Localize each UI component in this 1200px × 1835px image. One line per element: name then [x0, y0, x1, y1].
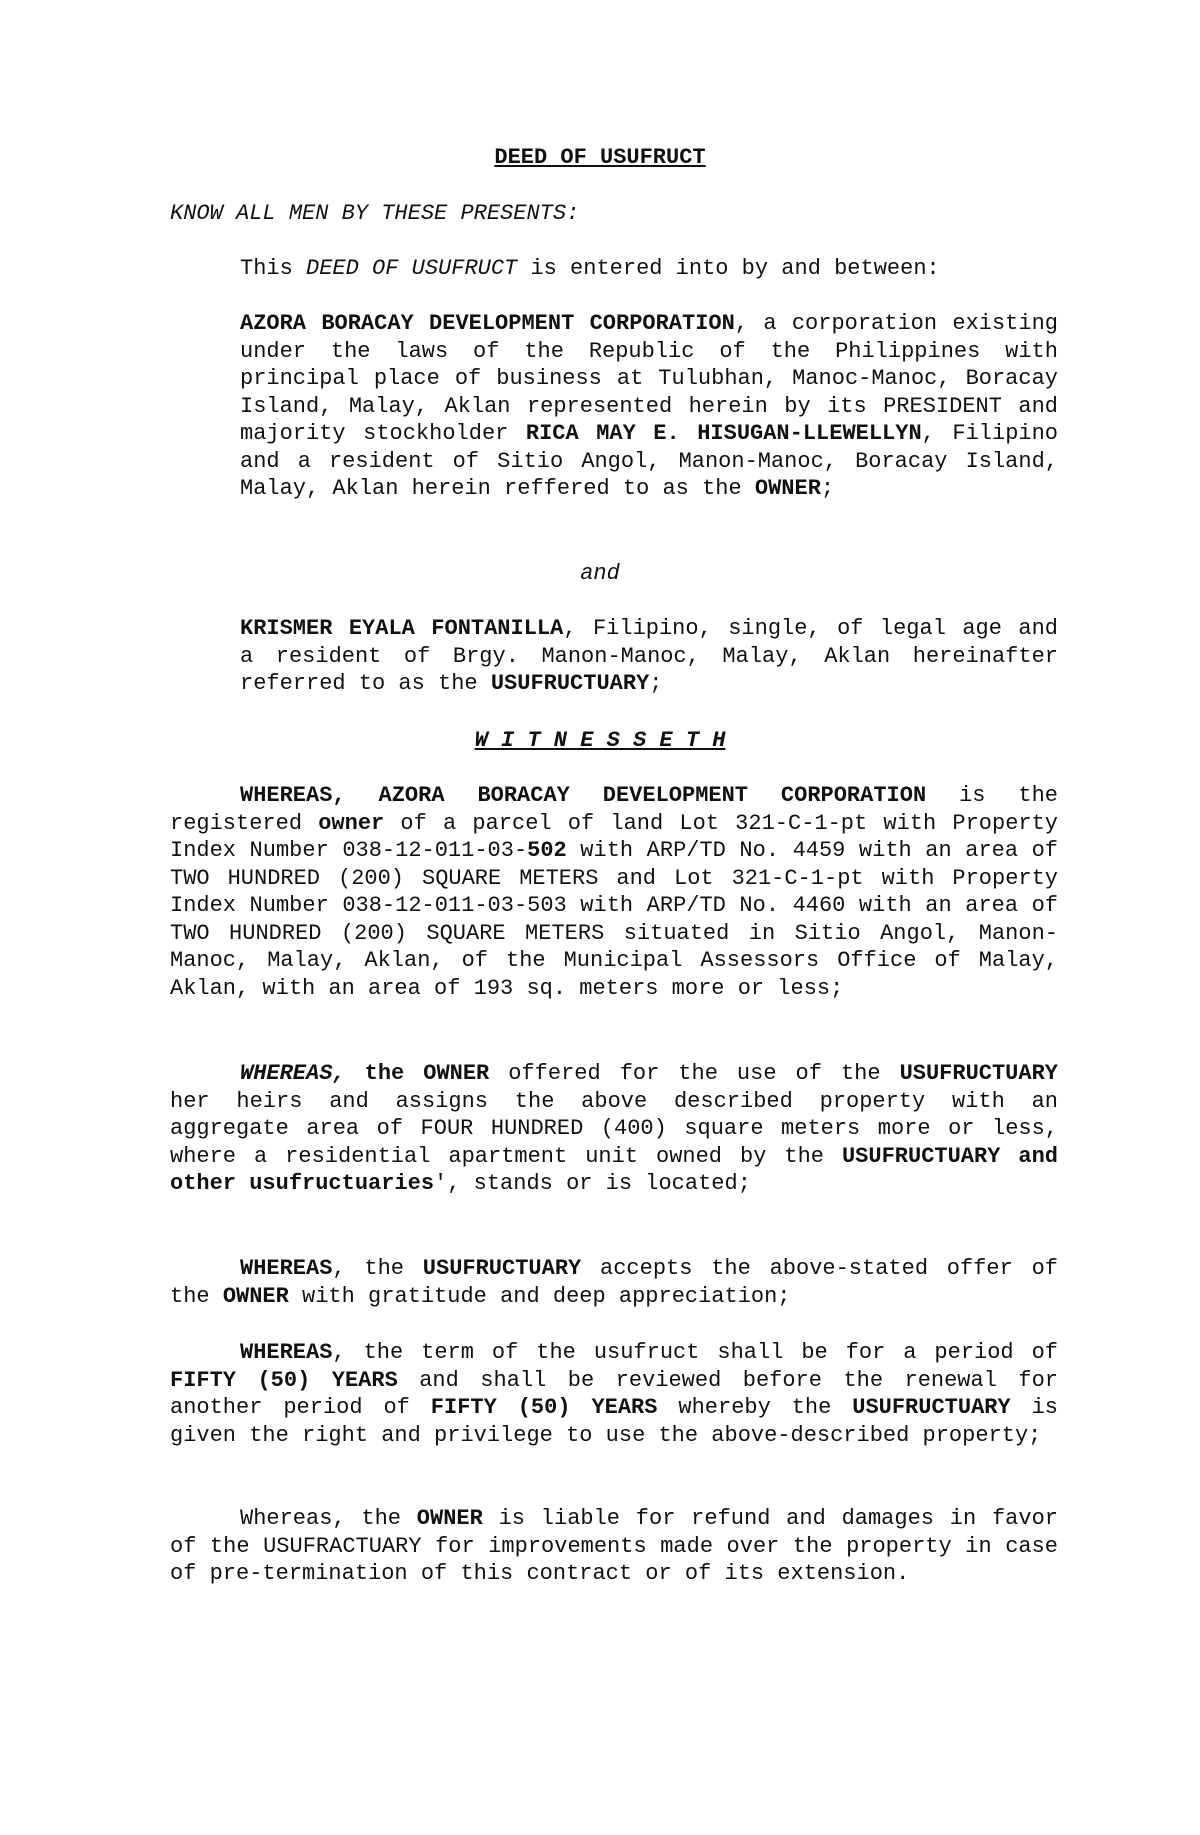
owner-role: OWNER: [754, 476, 821, 501]
intro-paragraph: This DEED OF USUFRUCT is entered into by and between:: [240, 256, 940, 281]
whereas-clause-5: Whereas, the OWNER is liable for refund and damages in favor of the USUFRACTUARY for improvements made over the property in case of pre-termination of this contract or of its extension.: [170, 1506, 1058, 1586]
representative-name: RICA MAY E. HISUGAN-LLEWELLYN: [525, 421, 922, 446]
whereas-clause-4: WHEREAS, the term of the usufruct shall be for a period of FIFTY (50) YEARS and shall be reviewed before the renewal for another period of FIFTY (50) YEARS whereby the USUFRUCTUARY is given the right and privilege to use the above-described property;: [170, 1340, 1059, 1448]
whereas-clause-1: WHEREAS, AZORA BORACAY DEVELOPMENT CORPORATION is the registered owner of a parcel of land Lot 321-C-1-pt with Property Index Number 038-12-011-03-502 with ARP/TD No. 4459 with an area of TWO HUNDRED (200) SQUARE METERS and Lot 321-C-1-pt with Property Index Number 038-12-011-03-503 with ARP/TD No. 4460 with an area of TWO HUNDRED (200) SQUARE METERS situated in Sitio Angol, Manon-Manoc, Malay, Aklan, of the Municipal Assessors Office of Malay, Aklan, with an area of 193 sq. meters more or less;: [170, 783, 1058, 1001]
conjunction-and: and: [580, 561, 620, 586]
whereas-clause-2: WHEREAS, the OWNER offered for the use of the USUFRUCTUARY her heirs and assigns the above described property with an aggregate area of FOUR HUNDRED (400) square meters more or less, where a residential apartment unit owned by the USUFRUCTUARY and other usufructuaries', stands or is located;: [170, 1061, 1059, 1196]
deed-name: DEED OF USUFRUCT: [306, 256, 518, 281]
usufructuary-name: KRISMER EYALA FONTANILLA: [240, 616, 564, 641]
party-owner-paragraph: AZORA BORACAY DEVELOPMENT CORPORATION, a corporation existing under the laws of the Republic of the Philippines with principal place of business at Tulubhan, Manoc-Manoc, Boracay Island, Malay, Aklan represented herein by its PRESIDENT and majority stockholder RICA MAY E. HISUGAN-LLEWELLYN, Filipino and a resident of Sitio Angol, Manon-Manoc, Boracay Island, Malay, Aklan herein reffered to as the OWNER;: [240, 311, 1059, 501]
party-usufructuary-paragraph: KRISMER EYALA FONTANILLA, Filipino, single, of legal age and a resident of Brgy. Manon-Manoc, Malay, Aklan hereinafter referred to as the USUFRUCTUARY;: [240, 616, 1058, 696]
opening-line: KNOW ALL MEN BY THESE PRESENTS:: [170, 201, 580, 226]
usufructuary-role: USUFRUCTUARY: [490, 671, 650, 696]
owner-corporation-name: AZORA BORACAY DEVELOPMENT CORPORATION: [240, 311, 735, 336]
document-title: DEED OF USUFRUCT: [494, 145, 706, 170]
witnesseth-heading: W I T N E S S E T H: [474, 728, 726, 753]
whereas-clause-3: WHEREAS, the USUFRUCTUARY accepts the above-stated offer of the OWNER with gratitude and deep appreciation;: [170, 1256, 1058, 1309]
